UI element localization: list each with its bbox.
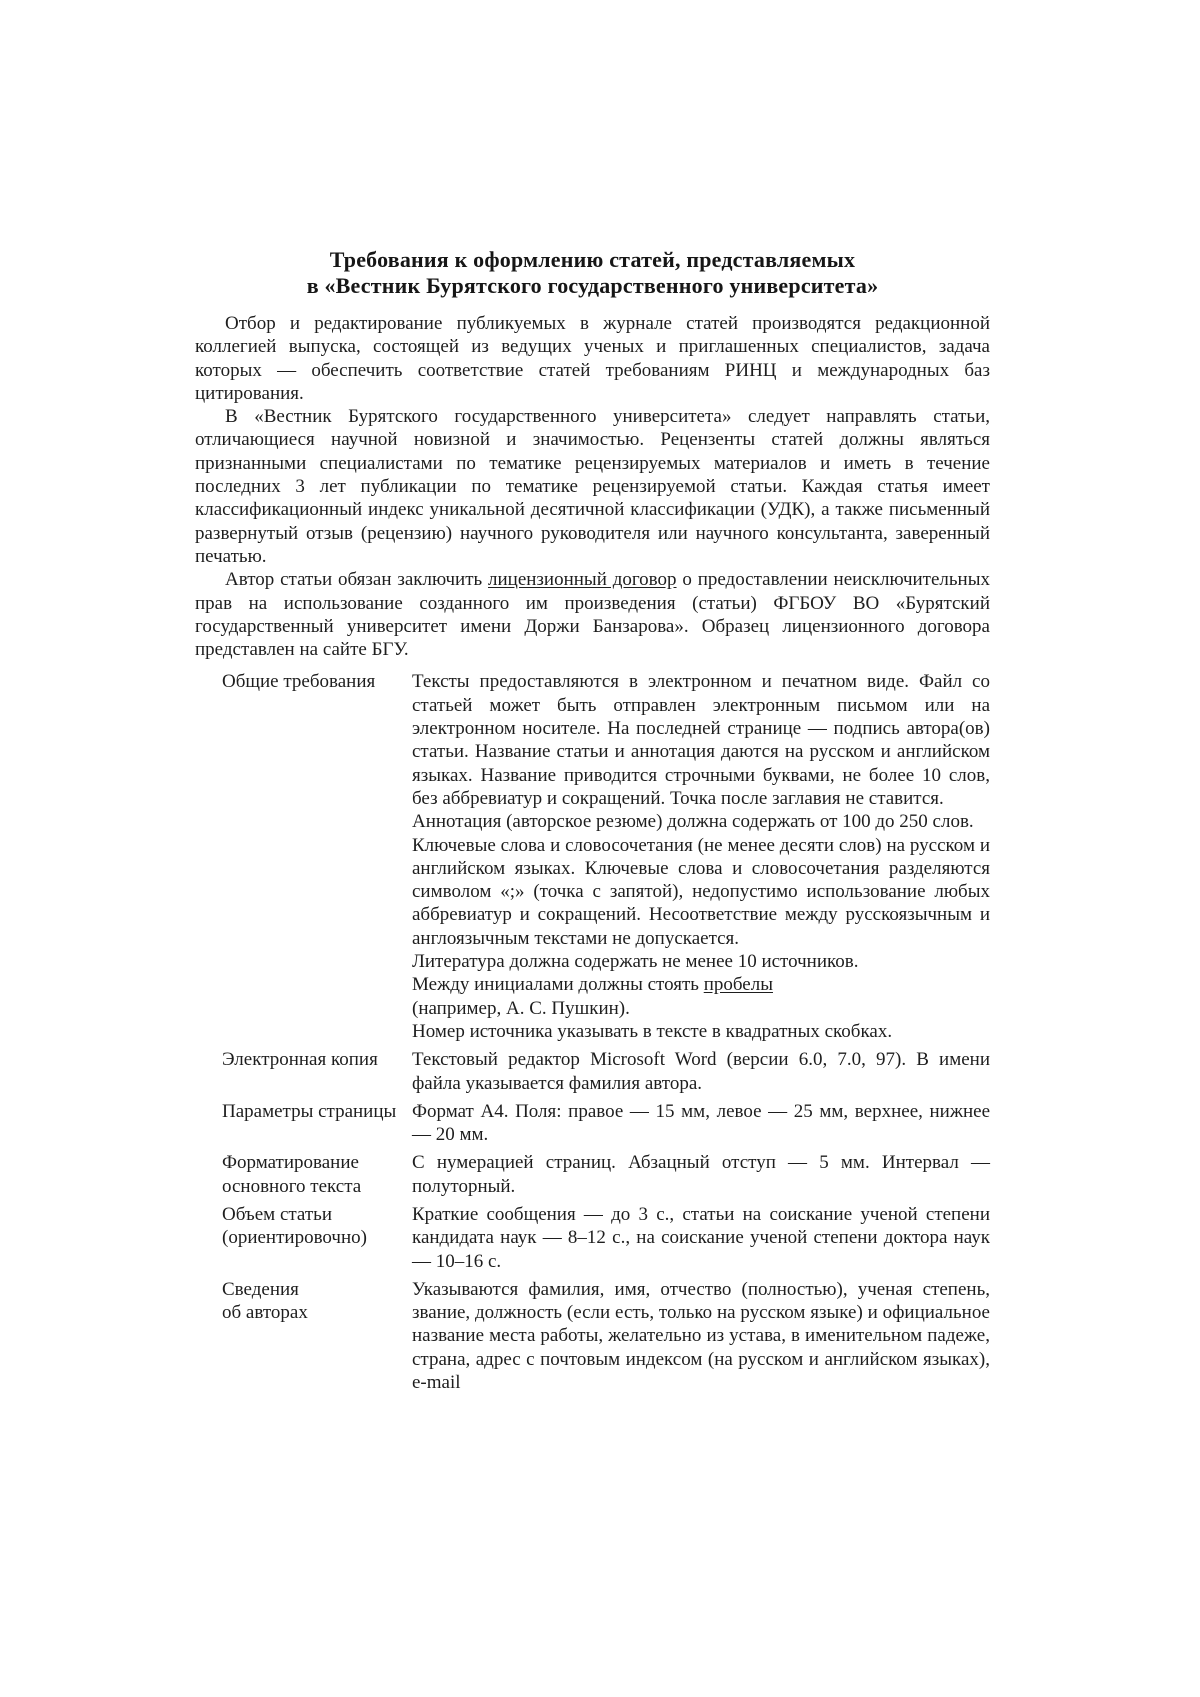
content-paragraph: Указываются фамилия, имя, отчество (полностью), ученая степень, звание, должность (если есть, только на русском языке) и официальное название места работы, желательно из устава, в именительном падеже, страна, адрес с почтовым индексом (на русском и английском языках), e-mail bbox=[412, 1278, 990, 1394]
intro-paragraph-2: В «Вестник Бурятского государственного университета» следует направлять статьи, отличающиеся научной новизной и значимостью. Рецензенты статей должны являться признанными специалистами по тематике рецензируемых материалов и иметь в течение последних 3 лет публикации по тематике рецензируемой статьи. Каждая статья имеет классификационный индекс уникальной десятичной классификации (УДК), а также письменный развернутый отзыв (рецензию) научного руководителя или научного консультанта, заверенный печатью. bbox=[195, 406, 990, 567]
row-label: Объем статьи (ориентировочно) bbox=[222, 1203, 367, 1249]
content-paragraph: Литература должна содержать не менее 10 источников. bbox=[412, 951, 859, 973]
row-content bbox=[412, 1203, 990, 1273]
table-row-text-formatting bbox=[195, 1151, 990, 1198]
row-label: Параметры страницы bbox=[222, 1100, 397, 1122]
content-paragraph: Краткие сообщения — до 3 с., статьи на соискание ученой степени кандидата наук — 8–12 с., на соискание ученой степени доктора наук — 10–16 с. bbox=[412, 1203, 990, 1272]
row-content bbox=[412, 1151, 990, 1198]
content-paragraph: (например, А. С. Пушкин). bbox=[412, 997, 630, 1019]
content-paragraph: Ключевые слова и словосочетания (не менее десяти слов) на русском и английском языках. Ключевые слова и словосочетания разделяются символом «;» (точка с запятой), недопустимо использование любых аббревиатур и сокращений. Несоответствие между русскоязычным и англоязычным текстами не допускается. bbox=[412, 834, 990, 949]
content-paragraph: Текстовый редактор Microsoft Word (версии 6.0, 7.0, 97). В имени файла указывается фамилия автора. bbox=[412, 1049, 990, 1094]
spaces-underlined-text: пробелы bbox=[703, 974, 773, 996]
intro-paragraph-3 bbox=[195, 568, 990, 661]
content-paragraph: Формат А4. Поля: правое — 15 мм, левое — 25 мм, верхнее, нижнее — 20 мм. bbox=[412, 1100, 990, 1146]
row-content bbox=[412, 1278, 990, 1394]
license-agreement-underlined-text: лицензионный договор bbox=[488, 569, 677, 591]
row-label: Форматирование основного текста bbox=[222, 1152, 362, 1197]
intro-paragraph-3-pre: Автор статьи обязан заключить bbox=[225, 569, 488, 591]
title-line-2: в «Вестник Бурятского государственного университета» bbox=[306, 273, 879, 298]
content-paragraph: Тексты предоставляются в электронном и печатном виде. Файл со статьей может быть отправлен электронным письмом или на электронном носителе. На последней странице — подпись автора(ов) статьи. Название статьи и аннотация даются на русском и английском языках. Название приводится строчными буквами, не более 10 слов, без аббревиатур и сокращений. Точка после заглавия не ставится. bbox=[412, 671, 990, 809]
page-content bbox=[195, 247, 990, 1399]
table-row-author-info bbox=[195, 1278, 990, 1394]
table-row-general-requirements bbox=[195, 670, 990, 1043]
requirements-table bbox=[195, 670, 990, 1394]
row-label: Общие требования bbox=[222, 671, 376, 693]
row-label: Сведения об авторах bbox=[222, 1278, 308, 1324]
spaces-rule-pre: Между инициалами должны стоять bbox=[412, 974, 704, 996]
content-paragraph: С нумерацией страниц. Абзацный отступ — 5 мм. Интервал — полуторный. bbox=[412, 1152, 990, 1197]
row-content bbox=[412, 1048, 990, 1095]
intro-section bbox=[195, 312, 990, 661]
content-paragraph: Аннотация (авторское резюме) должна содержать от 100 до 250 слов. bbox=[412, 811, 974, 833]
table-row-electronic-copy bbox=[195, 1048, 990, 1095]
intro-paragraph-1: Отбор и редактирование публикуемых в журнале статей производятся редакционной коллегией выпуска, состоящей из ведущих ученых и приглашенных специалистов, задача которых — обеспечить соответствие статей требованиям РИНЦ и международных баз цитирования. bbox=[195, 313, 990, 404]
title-line-1: Требования к оформлению статей, представляемых bbox=[329, 247, 856, 272]
intro-paragraph-3-post: о предоставлении неисключительных прав на использование созданного им произведения (статьи) ФГБОУ ВО «Бурятский государственный университет имени Доржи Банзарова». Образец лицензионного договора представлен на сайте БГУ. bbox=[195, 569, 990, 661]
table-row-page-parameters bbox=[195, 1100, 990, 1147]
row-content bbox=[412, 670, 990, 1043]
page-title bbox=[195, 247, 990, 299]
row-label: Электронная копия bbox=[222, 1049, 378, 1071]
content-paragraph: Номер источника указывать в тексте в квадратных скобках. bbox=[412, 1020, 893, 1042]
row-content bbox=[412, 1100, 990, 1147]
content-paragraph bbox=[412, 973, 990, 996]
table-row-article-volume bbox=[195, 1203, 990, 1273]
